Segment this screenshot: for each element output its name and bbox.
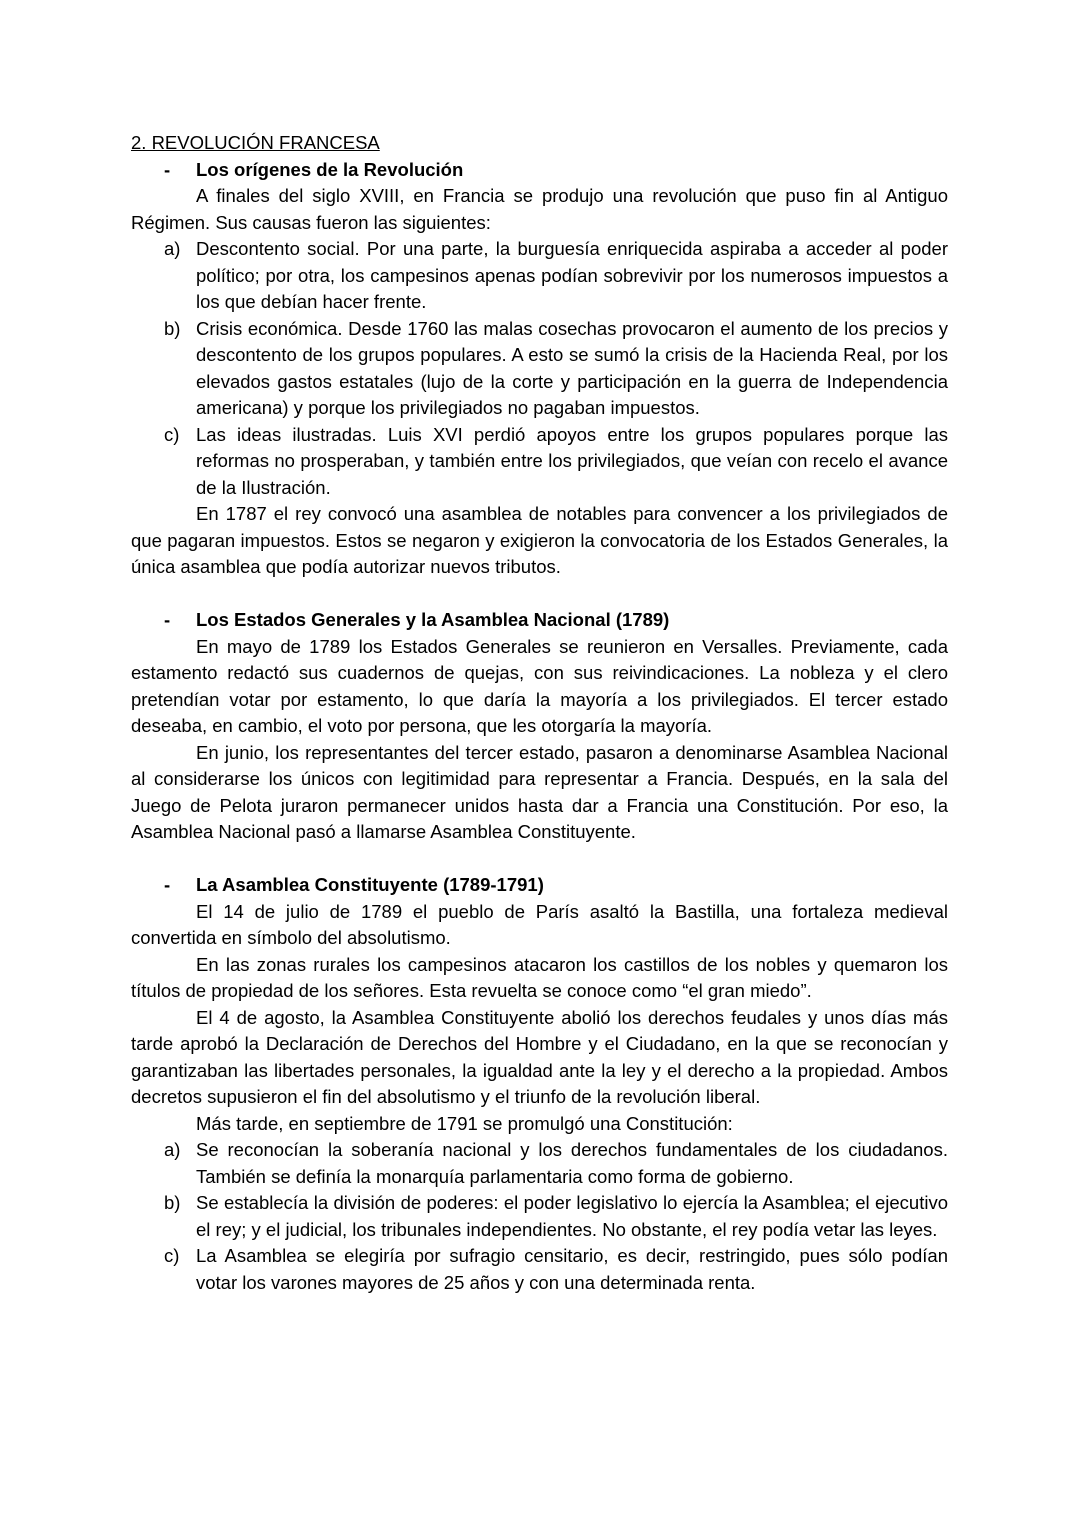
paragraph: En junio, los representantes del tercer estado, pasaron a denominarse Asamblea Nacional al considerarse los únicos con legitimidad para representar a Francia. Después, en la sala del Juego de Pelota juraron permanecer unidos hasta dar a Francia una Constitución. Por eso, la Asamblea Nacional pasó a llamarse Asamblea Constituyente.	[131, 741, 948, 842]
section-heading-text: Los orígenes de la Revolución	[196, 158, 464, 180]
list-item	[131, 1137, 948, 1190]
section	[131, 607, 948, 846]
paragraph: A finales del siglo XVIII, en Francia se produjo una revolución que puso fin al Antiguo Régimen. Sus causas fueron las siguientes:	[131, 185, 948, 233]
bullet-dash: -	[164, 609, 171, 630]
paragraph: El 14 de julio de 1789 el pueblo de París asaltó la Bastilla, una fortaleza medieval convertida en símbolo del absolutismo.	[131, 900, 948, 948]
paragraph: Más tarde, en septiembre de 1791 se promulgó una Constitución:	[196, 1112, 733, 1134]
section	[131, 872, 948, 1296]
section-heading	[131, 872, 948, 899]
list-item-marker: a)	[164, 1139, 181, 1160]
bullet-dash: -	[164, 874, 171, 895]
list-item-text: La Asamblea se elegiría por sufragio censitario, es decir, restringido, pues sólo podían votar los varones mayores de 25 años y con una determinada renta.	[196, 1245, 948, 1293]
section-heading	[131, 157, 948, 184]
list-item-marker: b)	[164, 1192, 181, 1213]
list-item-marker: c)	[164, 423, 180, 445]
list-item	[131, 236, 948, 316]
list-item	[131, 316, 948, 422]
section-heading-text: Los Estados Generales y la Asamblea Nacional (1789)	[196, 609, 670, 630]
list-item	[131, 1243, 948, 1296]
section-heading-text: La Asamblea Constituyente (1789-1791)	[196, 874, 544, 895]
list-item-marker: b)	[164, 317, 181, 339]
section	[131, 157, 948, 581]
section-heading	[131, 607, 948, 634]
paragraph: El 4 de agosto, la Asamblea Constituyente abolió los derechos feudales y unos días más tarde aprobó la Declaración de Derechos del Hombre y el Ciudadano, en la que se reconocían y garantizaban las libertades personales, la igualdad ante la ley y el derecho a la propiedad. Ambos decretos supusieron el fin del absolutismo y el triunfo de la revolución liberal.	[131, 1006, 948, 1107]
list-item-marker: c)	[164, 1245, 180, 1266]
section-spacer	[131, 581, 948, 608]
list-item	[131, 422, 948, 502]
list-item-text: Crisis económica. Desde 1760 las malas cosechas provocaron el aumento de los precios y descontento de los grupos populares. A esto se sumó la crisis de la Hacienda Real, por los elevados gastos estatales (lujo de la corte y participación en la guerra de Independencia americana) y porque los privilegiados no pagaban impuestos.	[196, 317, 948, 418]
document-title: 2. REVOLUCIÓN FRANCESA	[131, 132, 380, 153]
paragraph: En 1787 el rey convocó una asamblea de notables para convencer a los privilegiados de que pagaran impuestos. Estos se negaron y exigieron la convocatoria de los Estados Generales, la única asamblea que podía autorizar nuevos tributos.	[131, 503, 948, 577]
document-page	[131, 130, 948, 1296]
paragraph: En las zonas rurales los campesinos atacaron los castillos de los nobles y quemaron los títulos de propiedad de los señores. Esta revuelta se conoce como “el gran miedo”.	[131, 953, 948, 1001]
list-item-text: Las ideas ilustradas. Luis XVI perdió apoyos entre los grupos populares porque las reformas no prosperaban, y también entre los privilegiados, que veían con recelo el avance de la Ilustración.	[196, 423, 948, 498]
section-spacer	[131, 846, 948, 873]
bullet-dash: -	[164, 158, 171, 180]
list-item-marker: a)	[164, 238, 181, 259]
list-item-text: Se establecía la división de poderes: el poder legislativo lo ejercía la Asamblea; el ejecutivo el rey; y el judicial, los tribunales independientes. No obstante, el rey podía vetar las leyes.	[196, 1192, 948, 1240]
document-body	[131, 157, 948, 1297]
list-item-text: Descontento social. Por una parte, la burguesía enriquecida aspiraba a acceder al poder político; por otra, los campesinos apenas podían sobrevivir por los numerosos impuestos a los que debían hacer frente.	[196, 238, 948, 312]
paragraph: En mayo de 1789 los Estados Generales se reunieron en Versalles. Previamente, cada estamento redactó sus cuadernos de quejas, con sus reivindicaciones. La nobleza y el clero pretendían votar por estamento, lo que daría la mayoría a los privilegiados. El tercer estado deseaba, en cambio, el voto por persona, que les otorgaría la mayoría.	[131, 635, 948, 736]
list-item-text: Se reconocían la soberanía nacional y los derechos fundamentales de los ciudadanos. También se definía la monarquía parlamentaria como forma de gobierno.	[196, 1139, 948, 1187]
list-item	[131, 1190, 948, 1243]
